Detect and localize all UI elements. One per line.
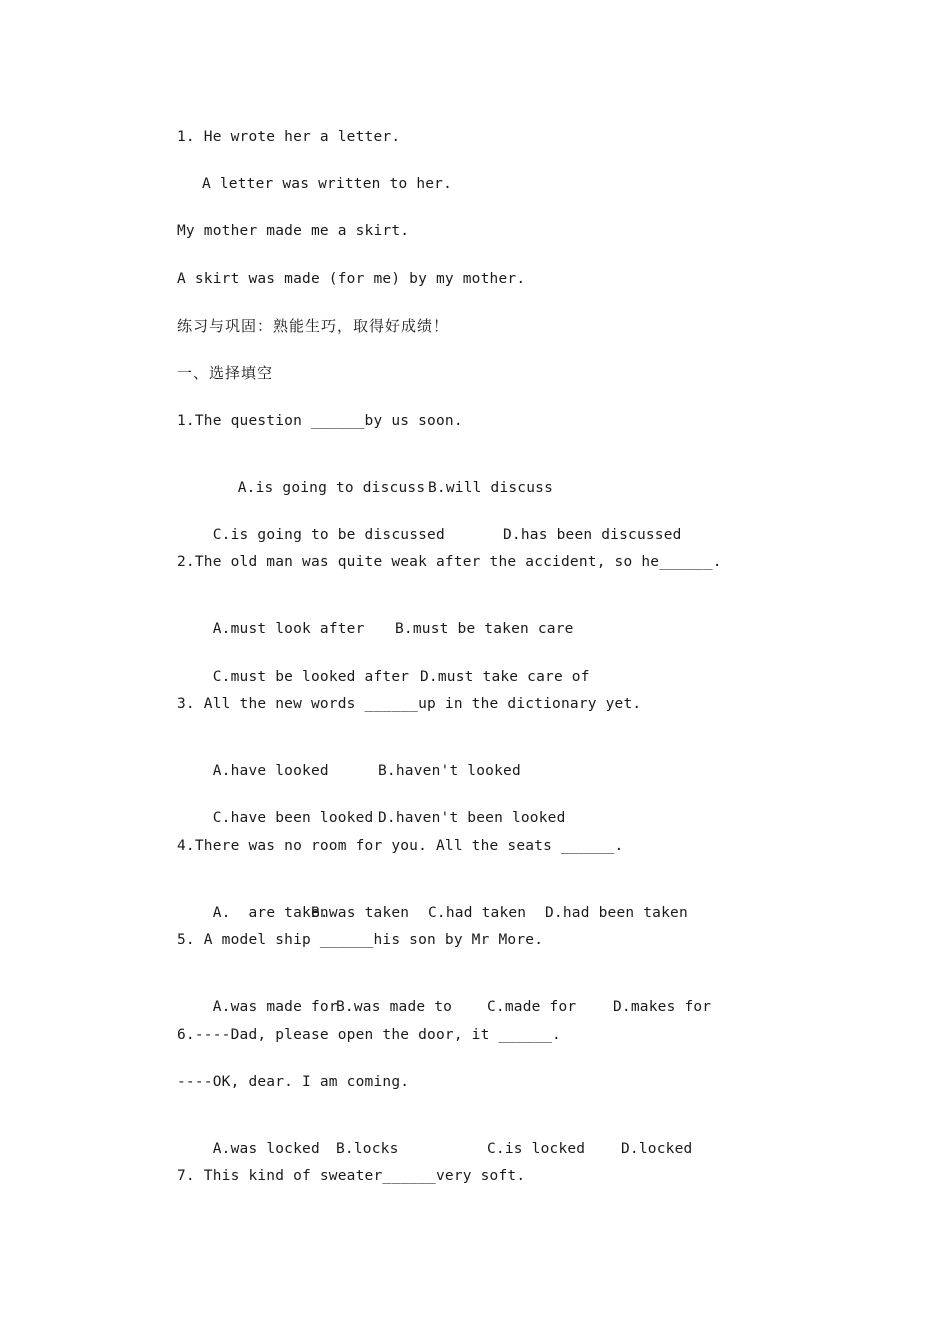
option-b: B.was made to bbox=[336, 999, 453, 1015]
option-d: D.makes for bbox=[613, 999, 712, 1015]
option-c: C.must be looked after bbox=[212, 669, 410, 685]
option-a: A.have looked bbox=[212, 763, 329, 779]
question-3: 3. All the new words ______up in the dictionary yet. bbox=[177, 696, 642, 712]
option-a: A.must look after bbox=[212, 621, 365, 637]
option-c: C.is going to be discussed bbox=[212, 527, 445, 543]
section-heading: 一、选择填空 bbox=[177, 364, 274, 382]
option-c: C.is locked bbox=[487, 1141, 586, 1157]
question-1: 1.The question ______by us soon. bbox=[177, 413, 463, 429]
option-b: B.locks bbox=[336, 1141, 399, 1157]
option-b: B.must be taken care bbox=[395, 621, 574, 637]
option-c: C.had taken bbox=[428, 905, 527, 921]
question-5: 5. A model ship ______his son by Mr More. bbox=[177, 932, 544, 948]
option-b: B.haven't looked bbox=[378, 763, 521, 779]
option-a: A.was made for bbox=[212, 999, 338, 1015]
option-b: B.will discuss bbox=[428, 480, 554, 496]
question-4: 4.There was no room for you. All the seats ______. bbox=[177, 838, 624, 854]
question-6: 6.----Dad, please open the door, it ______. bbox=[177, 1027, 561, 1043]
example-2-answer: A skirt was made (for me) by my mother. bbox=[177, 271, 526, 287]
practice-heading: 练习与巩固：熟能生巧，取得好成绩！ bbox=[177, 317, 450, 335]
example-2: My mother made me a skirt. bbox=[177, 223, 410, 239]
option-a: A. are taken bbox=[212, 905, 329, 921]
option-d: D.haven't been looked bbox=[378, 810, 566, 826]
question-6-reply: ----OK, dear. I am coming. bbox=[177, 1074, 410, 1090]
option-d: D.had been taken bbox=[545, 905, 688, 921]
example-1: 1. He wrote her a letter. bbox=[177, 129, 401, 145]
option-a: A.is going to discuss bbox=[237, 480, 426, 496]
option-d: D.locked bbox=[621, 1141, 693, 1157]
option-c: C.made for bbox=[487, 999, 577, 1015]
option-a: A.was locked bbox=[212, 1141, 320, 1157]
option-d: D.must take care of bbox=[420, 669, 590, 685]
option-c: C.have been looked bbox=[212, 810, 374, 826]
option-b: B.was taken bbox=[311, 905, 410, 921]
question-7: 7. This kind of sweater______very soft. bbox=[177, 1168, 526, 1184]
question-2: 2.The old man was quite weak after the accident, so he______. bbox=[177, 554, 722, 570]
example-1-answer: A letter was written to her. bbox=[202, 176, 453, 192]
option-d: D.has been discussed bbox=[503, 527, 682, 543]
